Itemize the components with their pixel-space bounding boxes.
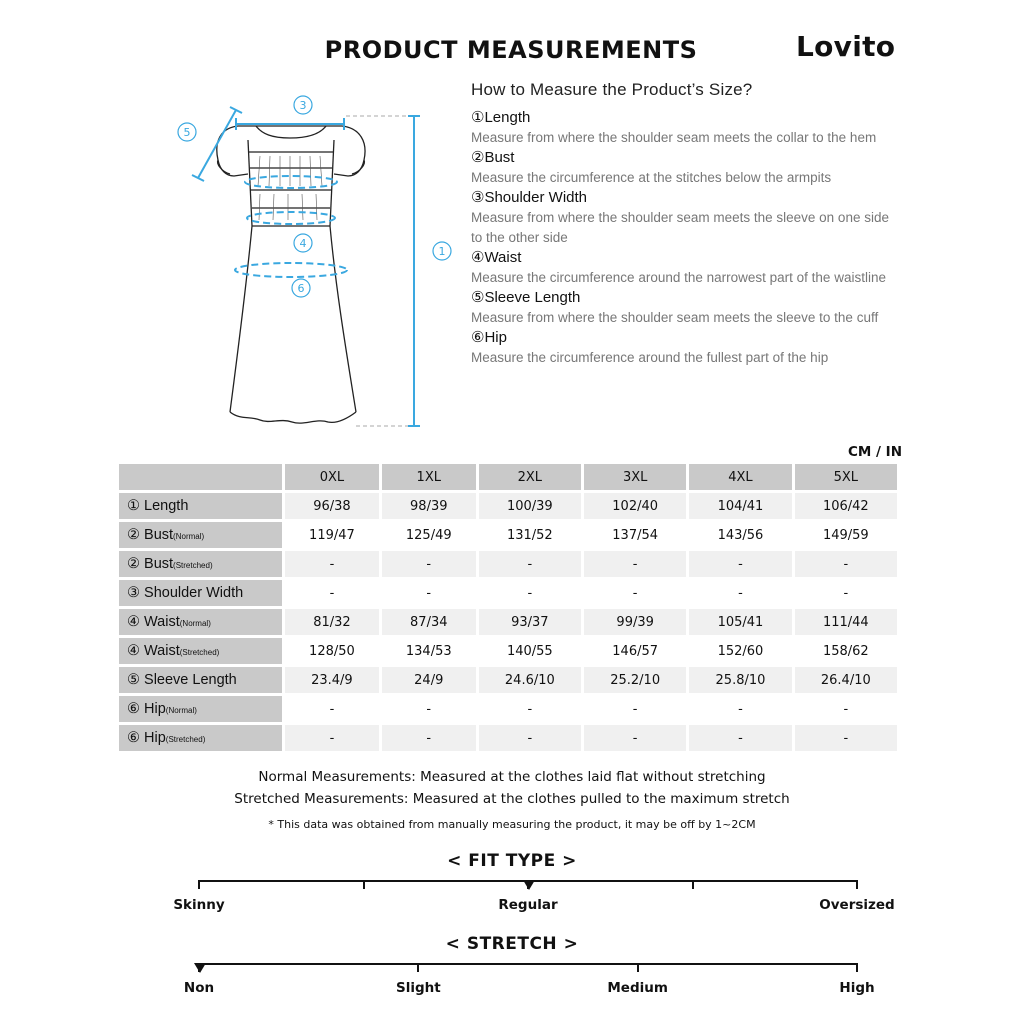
table-cell: -	[382, 725, 476, 751]
stretch-tick	[856, 963, 858, 972]
stretch-label: Non	[183, 980, 215, 996]
guide-item-desc: Measure from where the shoulder seam meets the collar to the hem	[471, 130, 877, 145]
row-label	[119, 725, 282, 751]
measure-guide	[471, 80, 891, 368]
stretch-scale	[199, 963, 857, 973]
guide-item-name: ④Waist	[471, 249, 522, 266]
row-label-text: ④ Waist	[127, 614, 180, 630]
table-cell: 100/39	[479, 493, 581, 519]
guide-item-name: ③Shoulder Width	[471, 189, 588, 206]
guide-item-length	[471, 108, 891, 148]
table-cell: 24.6/10	[479, 667, 581, 693]
fit-type-tick	[198, 880, 200, 889]
row-label-sub: (Normal)	[173, 532, 205, 541]
row-label	[119, 580, 282, 606]
guide-item-sleeve-length	[471, 288, 891, 328]
fit-type-marker-icon	[523, 880, 535, 890]
table-cell: -	[584, 696, 686, 722]
table-header-row	[119, 464, 897, 490]
row-label-text: ⑥ Hip	[127, 730, 166, 746]
size-header: 0XL	[285, 464, 379, 490]
disclaimer-note: * This data was obtained from manually measuring the product, it may be off by 1~2CM	[268, 818, 756, 831]
table-cell: -	[689, 725, 791, 751]
table-row	[119, 696, 897, 722]
row-label	[119, 551, 282, 577]
table-cell: 81/32	[285, 609, 379, 635]
table-cell: -	[382, 580, 476, 606]
row-label	[119, 667, 282, 693]
table-cell: 98/39	[382, 493, 476, 519]
row-label-text: ⑤ Sleeve Length	[127, 672, 237, 688]
unit-label: CM / IN	[848, 444, 902, 460]
row-label-sub: (Normal)	[165, 706, 197, 715]
table-cell: 143/56	[689, 522, 791, 548]
measure-guide-title: How to Measure the Product’s Size?	[471, 80, 753, 99]
row-label	[119, 638, 282, 664]
fit-type-tick	[363, 880, 365, 889]
table-cell: -	[689, 696, 791, 722]
row-label-text: ② Bust	[127, 556, 174, 572]
table-row	[119, 667, 897, 693]
table-row	[119, 725, 897, 751]
stretch-label: Medium	[607, 980, 668, 996]
stretch-line	[199, 963, 857, 965]
table-cell: 131/52	[479, 522, 581, 548]
guide-item-desc: Measure from where the shoulder seam meets the sleeve to the cuff	[471, 310, 879, 325]
guide-item-waist	[471, 248, 891, 288]
table-cell: 24/9	[382, 667, 476, 693]
size-header: 4XL	[689, 464, 791, 490]
table-cell: -	[285, 725, 379, 751]
table-cell: 125/49	[382, 522, 476, 548]
table-row	[119, 551, 897, 577]
row-label-text: ⑥ Hip	[127, 701, 166, 717]
row-label-sub: (Stretched)	[165, 735, 206, 744]
table-cell: 149/59	[795, 522, 897, 548]
guide-item-desc: Measure the circumference around the narrowest part of the waistline	[471, 270, 886, 285]
table-cell: 23.4/9	[285, 667, 379, 693]
stretch-title: < STRETCH >	[445, 934, 579, 954]
table-cell: -	[689, 551, 791, 577]
guide-item-shoulder-width	[471, 188, 891, 248]
row-label	[119, 696, 282, 722]
table-cell: 96/38	[285, 493, 379, 519]
table-cell: -	[382, 551, 476, 577]
guide-item-desc: Measure from where the shoulder seam meets the sleeve on one side to the other side	[471, 210, 889, 245]
table-corner-cell	[119, 464, 282, 490]
row-label	[119, 609, 282, 635]
marker-waist: 4	[299, 237, 307, 250]
table-cell: 99/39	[584, 609, 686, 635]
fit-type-label: Skinny	[173, 897, 225, 913]
page-title: PRODUCT MEASUREMENTS	[324, 36, 698, 64]
table-cell: 158/62	[795, 638, 897, 664]
table-cell: 25.8/10	[689, 667, 791, 693]
table-cell: -	[795, 725, 897, 751]
row-label-text: ③ Shoulder Width	[127, 585, 244, 601]
size-header: 3XL	[584, 464, 686, 490]
table-cell: 137/54	[584, 522, 686, 548]
marker-sleeve-length: 5	[183, 126, 191, 139]
row-label-text: ④ Waist	[127, 643, 180, 659]
row-label-sub: (Stretched)	[173, 561, 213, 570]
table-cell: -	[285, 580, 379, 606]
table-cell: -	[584, 580, 686, 606]
table-row	[119, 638, 897, 664]
table-cell: -	[479, 696, 581, 722]
table-cell: -	[479, 580, 581, 606]
table-cell: 106/42	[795, 493, 897, 519]
fit-type-label: Oversized	[819, 897, 895, 913]
stretch-tick	[637, 963, 639, 972]
table-cell: 87/34	[382, 609, 476, 635]
table-cell: -	[795, 696, 897, 722]
table-cell: 105/41	[689, 609, 791, 635]
brand-logo: Lovito	[796, 30, 896, 63]
guide-item-desc: Measure the circumference around the fullest part of the hip	[471, 350, 829, 365]
size-header: 1XL	[382, 464, 476, 490]
marker-hip: 6	[297, 282, 305, 295]
marker-length: 1	[438, 245, 446, 258]
table-row	[119, 522, 897, 548]
table-cell: -	[795, 551, 897, 577]
guide-item-name: ②Bust	[471, 149, 515, 166]
row-label-sub: (Stretched)	[179, 648, 220, 657]
table-cell: 25.2/10	[584, 667, 686, 693]
fit-type-title: < FIT TYPE >	[447, 851, 577, 871]
fit-type-label: Regular	[498, 897, 558, 913]
table-row	[119, 580, 897, 606]
table-row	[119, 493, 897, 519]
size-header: 5XL	[795, 464, 897, 490]
stretched-note: Stretched Measurements: Measured at the clothes pulled to the maximum stretch	[234, 791, 790, 807]
row-label	[119, 522, 282, 548]
table-cell: 140/55	[479, 638, 581, 664]
stretch-tick	[417, 963, 419, 972]
table-cell: 146/57	[584, 638, 686, 664]
size-table	[116, 461, 900, 754]
stretch-label: High	[839, 980, 875, 996]
table-cell: -	[584, 725, 686, 751]
table-cell: 102/40	[584, 493, 686, 519]
row-label-text: ② Bust	[127, 527, 174, 543]
guide-item-bust	[471, 148, 891, 188]
stretch-label: Slight	[395, 980, 441, 996]
row-label-text: ① Length	[127, 498, 189, 514]
marker-shoulder-width: 3	[299, 99, 307, 112]
normal-note: Normal Measurements: Measured at the clothes laid flat without stretching	[258, 769, 766, 785]
table-row	[119, 609, 897, 635]
table-cell: 104/41	[689, 493, 791, 519]
guide-item-desc: Measure the circumference at the stitches below the armpits	[471, 170, 832, 185]
fit-type-scale	[199, 880, 857, 890]
guide-item-name: ①Length	[471, 109, 531, 126]
stretch-marker-icon	[194, 963, 206, 973]
table-cell: 128/50	[285, 638, 379, 664]
table-cell: -	[689, 580, 791, 606]
guide-item-hip	[471, 328, 891, 368]
table-cell: -	[479, 551, 581, 577]
table-cell: -	[479, 725, 581, 751]
table-cell: -	[382, 696, 476, 722]
guide-item-name: ⑤Sleeve Length	[471, 289, 581, 306]
guide-item-name: ⑥Hip	[471, 329, 507, 346]
size-header: 2XL	[479, 464, 581, 490]
fit-type-tick	[856, 880, 858, 889]
dress-measurement-diagram-icon	[170, 90, 460, 435]
table-cell: 119/47	[285, 522, 379, 548]
table-cell: 134/53	[382, 638, 476, 664]
fit-type-tick	[692, 880, 694, 889]
table-cell: -	[584, 551, 686, 577]
table-cell: 152/60	[689, 638, 791, 664]
table-cell: 26.4/10	[795, 667, 897, 693]
table-cell: 111/44	[795, 609, 897, 635]
table-cell: -	[795, 580, 897, 606]
row-label	[119, 493, 282, 519]
table-cell: -	[285, 696, 379, 722]
table-cell: -	[285, 551, 379, 577]
measurement-notes	[0, 766, 1024, 831]
table-cell: 93/37	[479, 609, 581, 635]
row-label-sub: (Normal)	[179, 619, 211, 628]
